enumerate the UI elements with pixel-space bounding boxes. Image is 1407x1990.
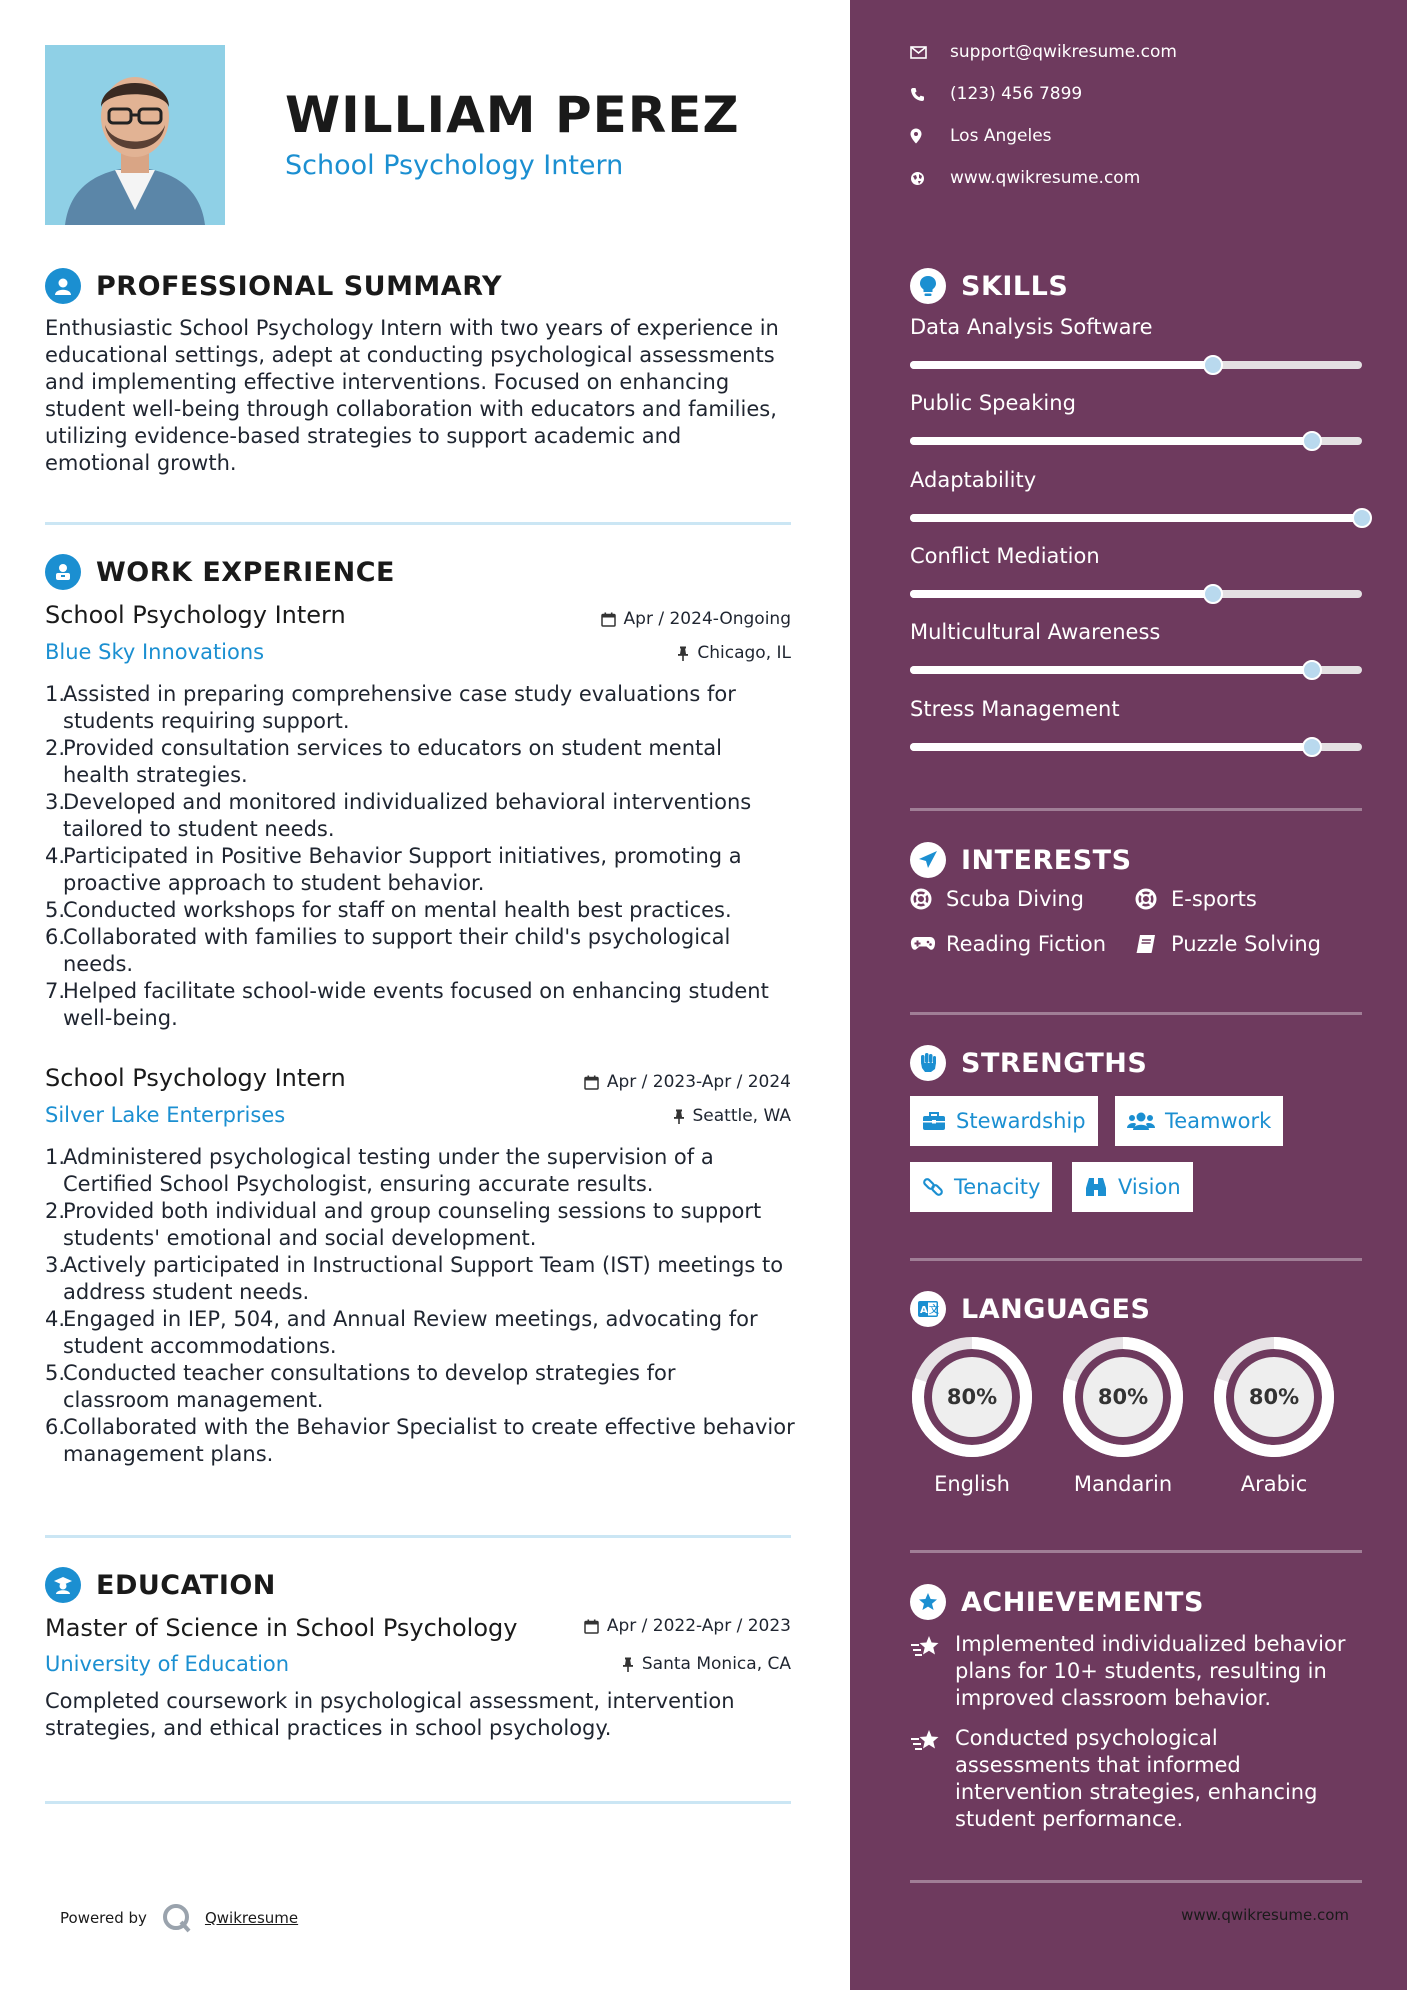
interest-item: [1135, 887, 1257, 911]
lifebuoy-icon: [1135, 888, 1157, 910]
section-divider: [910, 1012, 1362, 1015]
list-item: 3. Developed and monitored individualized behavioral interventions tailored to student needs.: [45, 790, 752, 841]
skills-title: SKILLS: [961, 270, 1069, 302]
phone-icon: [910, 87, 925, 102]
duty-line: Provided both individual and group counseling sessions to support: [63, 1199, 762, 1223]
list-item: 5. Conducted teacher consultations to develop strategies for classroom management.: [45, 1361, 676, 1412]
work-title: WORK EXPERIENCE: [96, 556, 395, 588]
link-icon: [922, 1176, 944, 1198]
interest-label: Reading Fiction: [946, 932, 1107, 956]
interest-item: [910, 932, 1106, 956]
binoculars-icon: [1084, 1176, 1108, 1198]
skill-bar-handle: [1302, 737, 1322, 757]
map-marker-icon: [910, 128, 922, 144]
duty-line: Administered psychological testing under the supervision of a: [63, 1145, 714, 1169]
interest-label: Puzzle Solving: [1171, 932, 1321, 956]
skill-name: Adaptability: [910, 468, 1037, 492]
briefcase-icon: [922, 1111, 946, 1131]
users-icon: [1127, 1111, 1155, 1131]
achievement-line: student performance.: [955, 1807, 1184, 1831]
language-gauge: [1061, 1335, 1185, 1463]
interest-label: Scuba Diving: [946, 887, 1084, 911]
skill-bar-handle: [1352, 508, 1372, 528]
achievement-line: Implemented individualized behavior: [955, 1632, 1346, 1656]
duty-line: health strategies.: [63, 763, 248, 787]
education-heading: [45, 1565, 276, 1605]
skill-bar: [910, 437, 1362, 445]
education-title: EDUCATION: [96, 1569, 276, 1601]
skill-name: Conflict Mediation: [910, 544, 1100, 568]
pin-icon: [677, 646, 689, 661]
summary-title: PROFESSIONAL SUMMARY: [96, 270, 503, 302]
strength-label: Teamwork: [1165, 1109, 1272, 1133]
job-duties: [45, 1144, 795, 1468]
languages-heading: [910, 1289, 1150, 1329]
calendar-icon: [601, 612, 616, 627]
skill-name: Stress Management: [910, 697, 1120, 721]
job-location: [673, 1106, 792, 1126]
duty-line: Engaged in IEP, 504, and Annual Review meetings, advocating for: [63, 1307, 758, 1331]
section-divider: [910, 1550, 1362, 1553]
duty-line: tailored to student needs.: [63, 817, 335, 841]
email-text[interactable]: support@qwikresume.com: [950, 42, 1177, 62]
lifebuoy-icon: [910, 888, 932, 910]
duty-line: Certified School Psychologist, ensuring accurate results.: [63, 1172, 654, 1196]
strength-label: Vision: [1118, 1175, 1181, 1199]
graduate-icon: [45, 1567, 81, 1603]
skill-name: Public Speaking: [910, 391, 1076, 415]
school-name: University of Education: [45, 1652, 290, 1676]
achievement-line: plans for 10+ students, resulting in: [955, 1659, 1327, 1683]
skill-bar-fill: [910, 590, 1213, 598]
skill-bar: [910, 743, 1362, 751]
phone-text: (123) 456 7899: [950, 84, 1083, 104]
duty-line: Actively participated in Instructional Support Team (IST) meetings to: [63, 1253, 784, 1277]
summary-text: [45, 315, 795, 477]
language-name: Arabic: [1240, 1472, 1308, 1496]
strengths-title: STRENGTHS: [961, 1047, 1148, 1079]
job-date-text: Apr / 2024-Ongoing: [623, 609, 791, 629]
summary-line: and implementing effective interventions. Focused on enhancing: [45, 370, 730, 394]
languages-title: LANGUAGES: [961, 1293, 1151, 1325]
fist-icon: [910, 1045, 946, 1081]
qwikresume-logo-icon: [161, 1902, 193, 1934]
duty-line: students' emotional and social development.: [63, 1226, 537, 1250]
duty-line: Assisted in preparing comprehensive case study evaluations for: [63, 682, 736, 706]
list-item: 6. Collaborated with the Behavior Specialist to create effective behavior management plans.: [45, 1415, 795, 1466]
strength-label: Tenacity: [954, 1175, 1041, 1199]
job-location-text: Seattle, WA: [692, 1106, 791, 1126]
briefcase-user-icon: [45, 554, 81, 590]
job-date: [584, 1072, 791, 1092]
job-title: School Psychology Intern: [45, 1064, 346, 1092]
list-item: 2. Provided consultation services to educators on student mental health strategies.: [45, 736, 722, 787]
list-item: 4. Participated in Positive Behavior Support initiatives, promoting a proactive approach to student behavior.: [45, 844, 742, 895]
duty-line: Collaborated with families to support their child's psychological: [63, 925, 731, 949]
list-item: 7. Helped facilitate school-wide events focused on enhancing student well-being.: [45, 979, 769, 1030]
interest-label: E-sports: [1171, 887, 1257, 911]
list-item: 5. Conducted workshops for staff on mental health best practices.: [45, 898, 732, 922]
calendar-icon: [584, 1075, 599, 1090]
book-icon: [1135, 934, 1157, 954]
pin-icon: [673, 1109, 685, 1124]
skill-bar-fill: [910, 437, 1312, 445]
paper-plane-icon: [910, 842, 946, 878]
contact-website: [910, 168, 1140, 188]
envelope-icon: [910, 46, 927, 59]
job-date: [601, 609, 791, 629]
duty-line: well-being.: [63, 1006, 178, 1030]
skill-bar: [910, 361, 1362, 369]
interest-item: [1135, 932, 1321, 956]
achievement-item: [910, 1631, 1370, 1712]
achievement-line: improved classroom behavior.: [955, 1686, 1272, 1710]
job-company: Blue Sky Innovations: [45, 640, 265, 664]
powered-by-text: Powered by: [60, 1909, 147, 1927]
achievement-line: Conducted psychological: [955, 1726, 1218, 1750]
achievements-heading: [910, 1582, 1204, 1622]
website-text[interactable]: www.qwikresume.com: [950, 168, 1141, 188]
achievements-title: ACHIEVEMENTS: [961, 1586, 1204, 1618]
duty-line: Participated in Positive Behavior Support initiatives, promoting a: [63, 844, 742, 868]
svg-text:A: A: [920, 1305, 928, 1316]
svg-text:文: 文: [929, 1305, 939, 1316]
globe-icon: [910, 171, 925, 186]
job-date-text: Apr / 2023-Apr / 2024: [606, 1072, 791, 1092]
candidate-title: School Psychology Intern: [285, 150, 624, 181]
user-icon: [45, 268, 81, 304]
list-item: 1. Administered psychological testing under the supervision of a Certified School Psychologist, ensuring accurate results.: [45, 1145, 714, 1196]
work-heading: [45, 552, 395, 592]
duty-line: needs.: [63, 952, 134, 976]
skill-bar: [910, 666, 1362, 674]
skill-bar-fill: [910, 666, 1312, 674]
lightbulb-icon: [910, 268, 946, 304]
achievement-line: assessments that informed: [955, 1753, 1241, 1777]
list-item: 6. Collaborated with families to support their child's psychological needs.: [45, 925, 731, 976]
skill-name: Multicultural Awareness: [910, 620, 1161, 644]
education-date-text: Apr / 2022-Apr / 2023: [606, 1616, 791, 1636]
duty-line: Conducted teacher consultations to develop strategies for: [63, 1361, 676, 1385]
list-item: 1. Assisted in preparing comprehensive case study evaluations for students requiring support.: [45, 682, 736, 733]
education-line: strategies, and ethical practices in school psychology.: [45, 1716, 612, 1740]
duty-line: Provided consultation services to educators on student mental: [63, 736, 722, 760]
job-location-text: Chicago, IL: [697, 643, 791, 663]
language-gauge: [910, 1335, 1034, 1463]
section-divider: [45, 1801, 791, 1804]
profile-photo: [45, 45, 225, 225]
summary-line: Enthusiastic School Psychology Intern with two years of experience in: [45, 316, 779, 340]
duty-line: management plans.: [63, 1442, 274, 1466]
list-item: 2. Provided both individual and group counseling sessions to support students' emotional and social development.: [45, 1199, 762, 1250]
shooting-star-icon: [910, 1729, 942, 1753]
powered-by: [60, 1902, 298, 1934]
language-name: Mandarin: [1073, 1472, 1173, 1496]
job-duties: [45, 681, 795, 1032]
section-divider: [910, 1880, 1362, 1883]
strength-chip: [910, 1162, 1052, 1212]
summary-line: educational settings, adept at conducting psychological assessments: [45, 343, 775, 367]
interest-item: [910, 887, 1084, 911]
summary-line: emotional growth.: [45, 451, 237, 475]
duty-line: Developed and monitored individualized behavioral interventions: [63, 790, 752, 814]
contact-email: [910, 42, 1177, 62]
skill-bar-handle: [1302, 431, 1322, 451]
language-percent: 80%: [1248, 1385, 1300, 1409]
pin-icon: [622, 1657, 634, 1672]
strengths-heading: [910, 1043, 1147, 1083]
duty-line: proactive approach to student behavior.: [63, 871, 485, 895]
shooting-star-icon: [910, 1635, 942, 1659]
skill-bar-fill: [910, 514, 1362, 522]
contact-phone: [910, 84, 1082, 104]
interests-title: INTERESTS: [961, 844, 1132, 876]
duty-line: student accommodations.: [63, 1334, 337, 1358]
summary-heading: [45, 266, 502, 306]
degree-title: Master of Science in School Psychology: [45, 1614, 518, 1642]
strength-chip: [1072, 1162, 1193, 1212]
skill-bar-fill: [910, 361, 1213, 369]
contact-location: [910, 126, 1052, 146]
duty-line: address student needs.: [63, 1280, 310, 1304]
achievement-line: intervention strategies, enhancing: [955, 1780, 1318, 1804]
candidate-name: WILLIAM PEREZ: [285, 86, 740, 144]
skill-name: Data Analysis Software: [910, 315, 1153, 339]
job-company: Silver Lake Enterprises: [45, 1103, 286, 1127]
language-gauge: [1212, 1335, 1336, 1463]
interests-heading: [910, 840, 1132, 880]
job-title: School Psychology Intern: [45, 601, 346, 629]
education-location: [622, 1654, 791, 1674]
list-item: 3. Actively participated in Instructional Support Team (IST) meetings to address student needs.: [45, 1253, 784, 1304]
education-location-text: Santa Monica, CA: [641, 1654, 791, 1674]
footer-website[interactable]: www.qwikresume.com: [1181, 1906, 1349, 1924]
education-date: [584, 1616, 791, 1636]
calendar-icon: [584, 1619, 599, 1634]
skill-bar-handle: [1203, 584, 1223, 604]
duty-line: students requiring support.: [63, 709, 350, 733]
education-description: [45, 1688, 795, 1742]
language-name: English: [934, 1472, 1010, 1496]
qwikresume-link[interactable]: Qwikresume: [204, 1909, 299, 1927]
skills-heading: [910, 266, 1068, 306]
section-divider: [45, 1535, 791, 1538]
job-location: [677, 643, 791, 663]
section-divider: [45, 522, 791, 525]
education-line: Completed coursework in psychological assessment, intervention: [45, 1689, 735, 1713]
duty-line: Helped facilitate school-wide events focused on enhancing student: [63, 979, 769, 1003]
skill-bar-handle: [1302, 660, 1322, 680]
summary-line: student well-being through collaboration with educators and families,: [45, 397, 777, 421]
duty-line: Collaborated with the Behavior Specialist to create effective behavior: [63, 1415, 795, 1439]
star-badge-icon: [910, 1584, 946, 1620]
strength-chip: [910, 1096, 1098, 1146]
gamepad-icon: [910, 936, 936, 952]
duty-line: Conducted workshops for staff on mental health best practices.: [63, 898, 732, 922]
summary-line: utilizing evidence-based strategies to support academic and: [45, 424, 682, 448]
achievement-item: [910, 1725, 1370, 1833]
skill-bar: [910, 514, 1362, 522]
translate-icon: [910, 1291, 946, 1327]
skill-bar-handle: [1203, 355, 1223, 375]
language-percent: 80%: [1097, 1385, 1149, 1409]
sidebar: [850, 0, 1407, 1990]
duty-line: classroom management.: [63, 1388, 324, 1412]
skill-bar: [910, 590, 1362, 598]
location-text: Los Angeles: [950, 126, 1052, 146]
section-divider: [910, 808, 1362, 811]
strength-chip: [1115, 1096, 1283, 1146]
list-item: 4. Engaged in IEP, 504, and Annual Review meetings, advocating for student accommodations.: [45, 1307, 758, 1358]
skill-bar-fill: [910, 743, 1312, 751]
section-divider: [910, 1258, 1362, 1261]
strength-label: Stewardship: [956, 1109, 1086, 1133]
language-percent: 80%: [946, 1385, 998, 1409]
